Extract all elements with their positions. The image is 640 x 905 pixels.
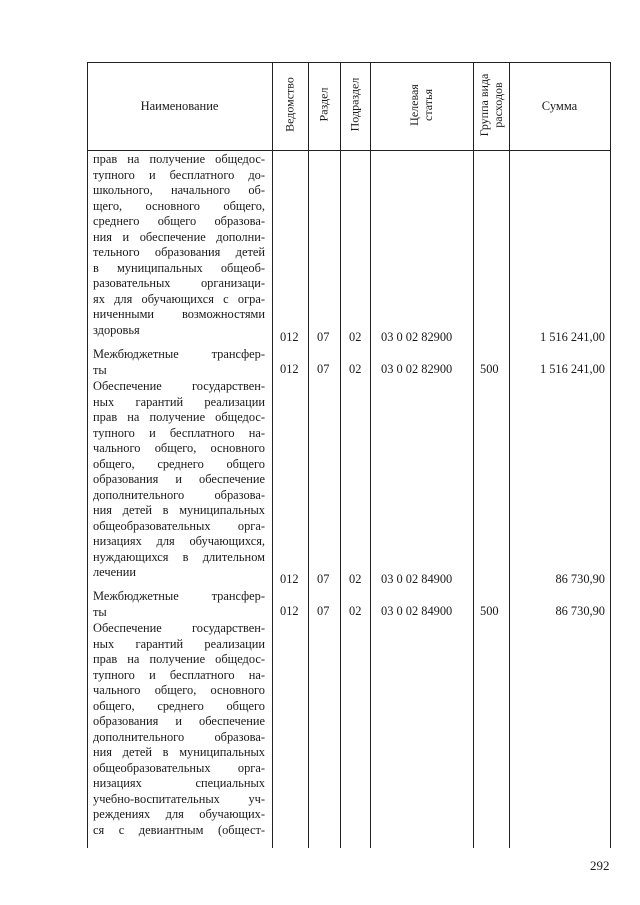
row-1-line: ях для обучающихся с огра- [93,291,265,306]
row-5-line: Обеспечение государствен- [93,621,265,635]
row-4-line: ты [93,604,107,619]
row-2-line: Межбюджетные трансфер- [93,347,265,361]
row-3-line: ния детей в муниципальных [93,503,265,517]
row-4-amount: 86 730,90 [555,604,605,618]
row-3-amount: 86 730,90 [555,572,605,586]
row-5-line: общего, среднего общего [93,698,265,713]
row-5-line: низациях специальных [93,776,265,790]
row-3-department: 012 [280,572,299,586]
row-2-description [93,347,265,378]
row-3-line: нуждающихся в длительном [93,549,265,564]
row-2-line: ты [93,362,107,377]
row-4-department: 012 [280,604,299,618]
row-2-section: 07 [317,362,330,376]
row-2-subsection: 02 [349,362,362,376]
row-3-line: общего, среднего общего [93,456,265,471]
row-3-description [93,379,265,581]
row-1-line: тельного образования детей [93,245,265,259]
row-4-section: 07 [317,604,330,618]
page-number: 292 [590,858,610,873]
row-5-line: чального общего, основного [93,683,265,697]
row-5-line: дополнительного образова- [93,729,265,744]
row-4-expense-group: 500 [480,604,499,618]
row-3-line: прав на получение общедос- [93,410,265,424]
row-1-department: 012 [280,330,299,344]
row-1-line: ния и обеспечение дополни- [93,229,265,244]
row-1-line: ниченными возможностями [93,307,265,321]
row-1-line: школьного, начального об- [93,183,265,197]
row-3-line: образования и обеспечение [93,472,265,486]
row-1-line: щего, основного общего, [93,198,265,213]
row-2-expense-group: 500 [480,362,499,376]
row-2-department: 012 [280,362,299,376]
row-3-target-article: 03 0 02 84900 [381,572,453,586]
row-1-line: среднего общего образова- [93,214,265,228]
row-3-line: Обеспечение государствен- [93,379,265,393]
row-5-line: реждениях для обучающих- [93,807,265,821]
row-3-line: чального общего, основного [93,441,265,455]
header-subsection: Подраздел [347,77,362,132]
budget-table [87,62,611,848]
row-3-line: общеобразовательных орга- [93,518,265,533]
row-3-line: низациях для обучающихся, [93,534,265,548]
header-section: Раздел [316,87,331,122]
row-1-line: в муниципальных общеоб- [93,260,265,275]
row-5-line: прав на получение общедос- [93,652,265,666]
row-5-line: общеобразовательных орга- [93,760,265,775]
row-4-description [93,589,265,620]
header-amount: Сумма [541,98,578,113]
row-1-line: прав на получение общедос- [93,152,265,166]
row-1-description [93,152,265,338]
row-5-line: тупного и бесплатного на- [93,667,265,682]
header-name: Наименование [140,98,219,113]
row-5-line: ных гарантий реализации [93,636,265,651]
row-1-subsection: 02 [349,330,362,344]
row-1-line: здоровья [93,322,140,337]
header-expense-group: Группа вида расходов [477,73,505,137]
row-1-line: тупного и бесплатного до- [93,167,265,182]
row-2-amount: 1 516 241,00 [539,362,605,376]
row-5-description [93,621,265,838]
row-4-line: Межбюджетные трансфер- [93,589,265,603]
row-3-line: дополнительного образова- [93,487,265,502]
row-3-line: лечении [93,565,136,579]
row-3-section: 07 [317,572,330,586]
header-target-article: Целевая статья [407,84,435,126]
row-3-line: ных гарантий реализации [93,394,265,409]
row-3-line: тупного и бесплатного на- [93,425,265,440]
row-4-target-article: 03 0 02 84900 [381,604,453,618]
header-department: Ведомство [282,77,297,132]
row-1-amount: 1 516 241,00 [539,330,605,344]
row-5-line: ся с девиантным (общест- [93,822,265,837]
row-4-subsection: 02 [349,604,362,618]
row-2-target-article: 03 0 02 82900 [381,362,453,376]
row-5-line: учебно-воспитательных уч- [93,791,265,806]
row-1-line: разовательных организаци- [93,276,265,290]
row-3-subsection: 02 [349,572,362,586]
row-1-target-article: 03 0 02 82900 [381,330,453,344]
row-5-line: образования и обеспечение [93,714,265,728]
row-5-line: ния детей в муниципальных [93,745,265,759]
row-1-section: 07 [317,330,330,344]
